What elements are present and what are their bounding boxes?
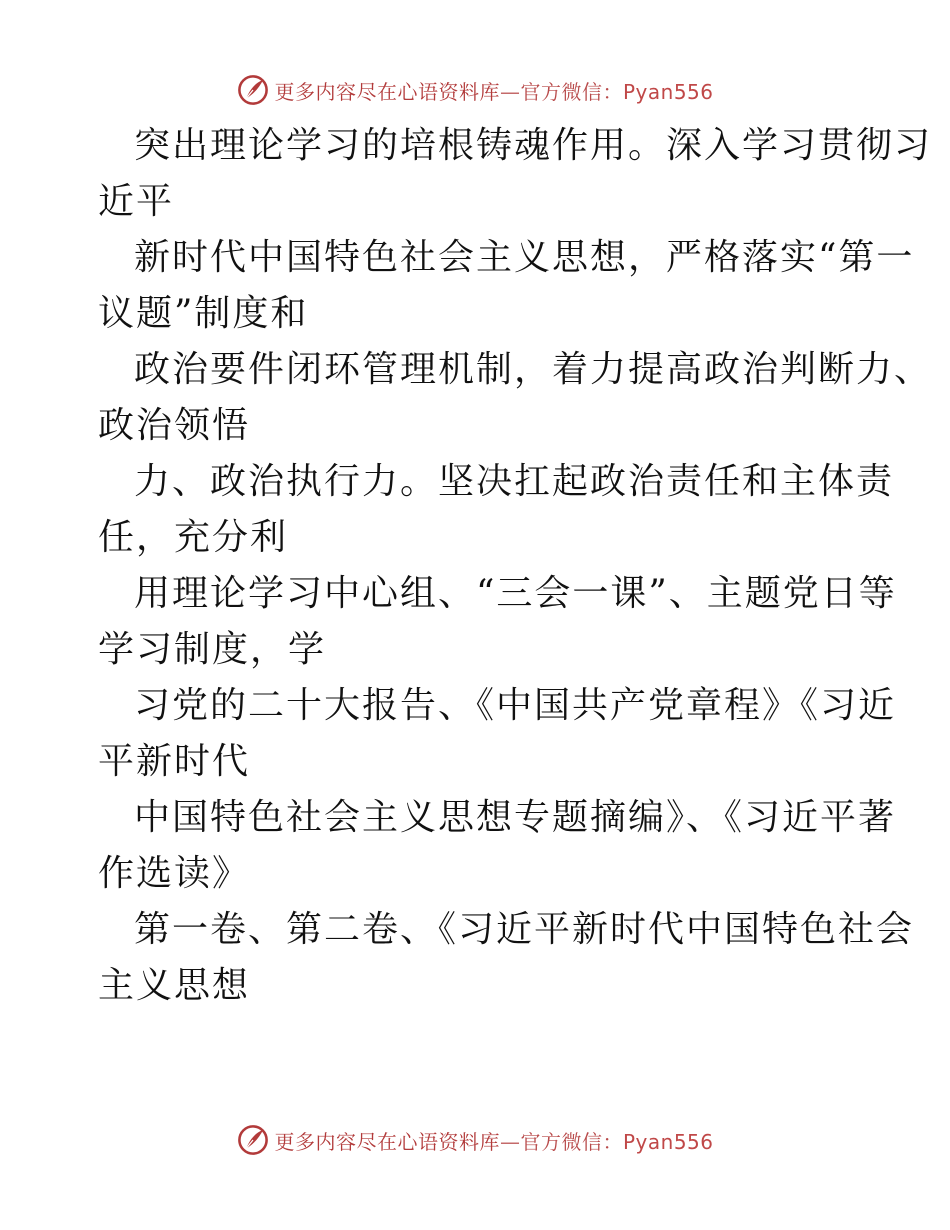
header-separator: — (499, 79, 521, 104)
paragraph (98, 118, 933, 230)
paragraph-line: 议题”制度和 (98, 293, 309, 334)
paragraph (98, 902, 915, 1014)
footer-wechat-label: 官方微信： (520, 1129, 623, 1154)
paragraph-line: 平新时代 (98, 741, 251, 782)
feather-logo-icon (236, 73, 270, 107)
paragraph-line: 突出理论学习的培根铸魂作用。深入学习贯彻习 (134, 125, 933, 166)
header-banner (0, 70, 950, 110)
paragraph-line: 用理论学习中心组、“三会一课”、主题党日等 (134, 573, 897, 614)
paragraph (98, 566, 897, 678)
document-body (98, 118, 933, 1014)
paragraph (98, 790, 897, 902)
paragraph-line: 学习制度，学 (98, 629, 327, 670)
footer-banner (0, 1120, 950, 1160)
paragraph-line: 政治要件闭环管理机制，着力提高政治判断力、 (134, 349, 933, 390)
paragraph-line: 作选读》 (98, 853, 251, 894)
paragraph (98, 230, 915, 342)
paragraph (98, 454, 895, 566)
header-brand-text: 更多内容尽在心语资料库 (274, 79, 500, 104)
paragraph-line: 主义思想 (98, 965, 251, 1006)
paragraph-line: 第一卷、第二卷、《习近平新时代中国特色社会 (134, 909, 915, 950)
paragraph (98, 678, 897, 790)
paragraph-line: 中国特色社会主义思想专题摘编》、《习近平著 (134, 797, 897, 838)
footer-separator: — (499, 1129, 521, 1154)
paragraph-line: 新时代中国特色社会主义思想，严格落实“第一 (134, 237, 915, 278)
paragraph-line: 政治领悟 (98, 405, 251, 446)
footer-brand-text: 更多内容尽在心语资料库 (274, 1129, 500, 1154)
footer-brand (274, 1126, 713, 1155)
header-wechat-label: 官方微信： (520, 79, 623, 104)
header-account: Pyan556 (622, 79, 714, 104)
footer-account: Pyan556 (622, 1129, 714, 1154)
paragraph-line: 任，充分利 (98, 517, 289, 558)
feather-logo-icon (236, 1123, 270, 1157)
paragraph-line: 力、政治执行力。坚决扛起政治责任和主体责 (134, 461, 895, 502)
paragraph-line: 习党的二十大报告、《中国共产党章程》《习近 (134, 685, 897, 726)
paragraph-line: 近平 (98, 181, 175, 222)
header-brand (274, 76, 713, 105)
paragraph (98, 342, 933, 454)
